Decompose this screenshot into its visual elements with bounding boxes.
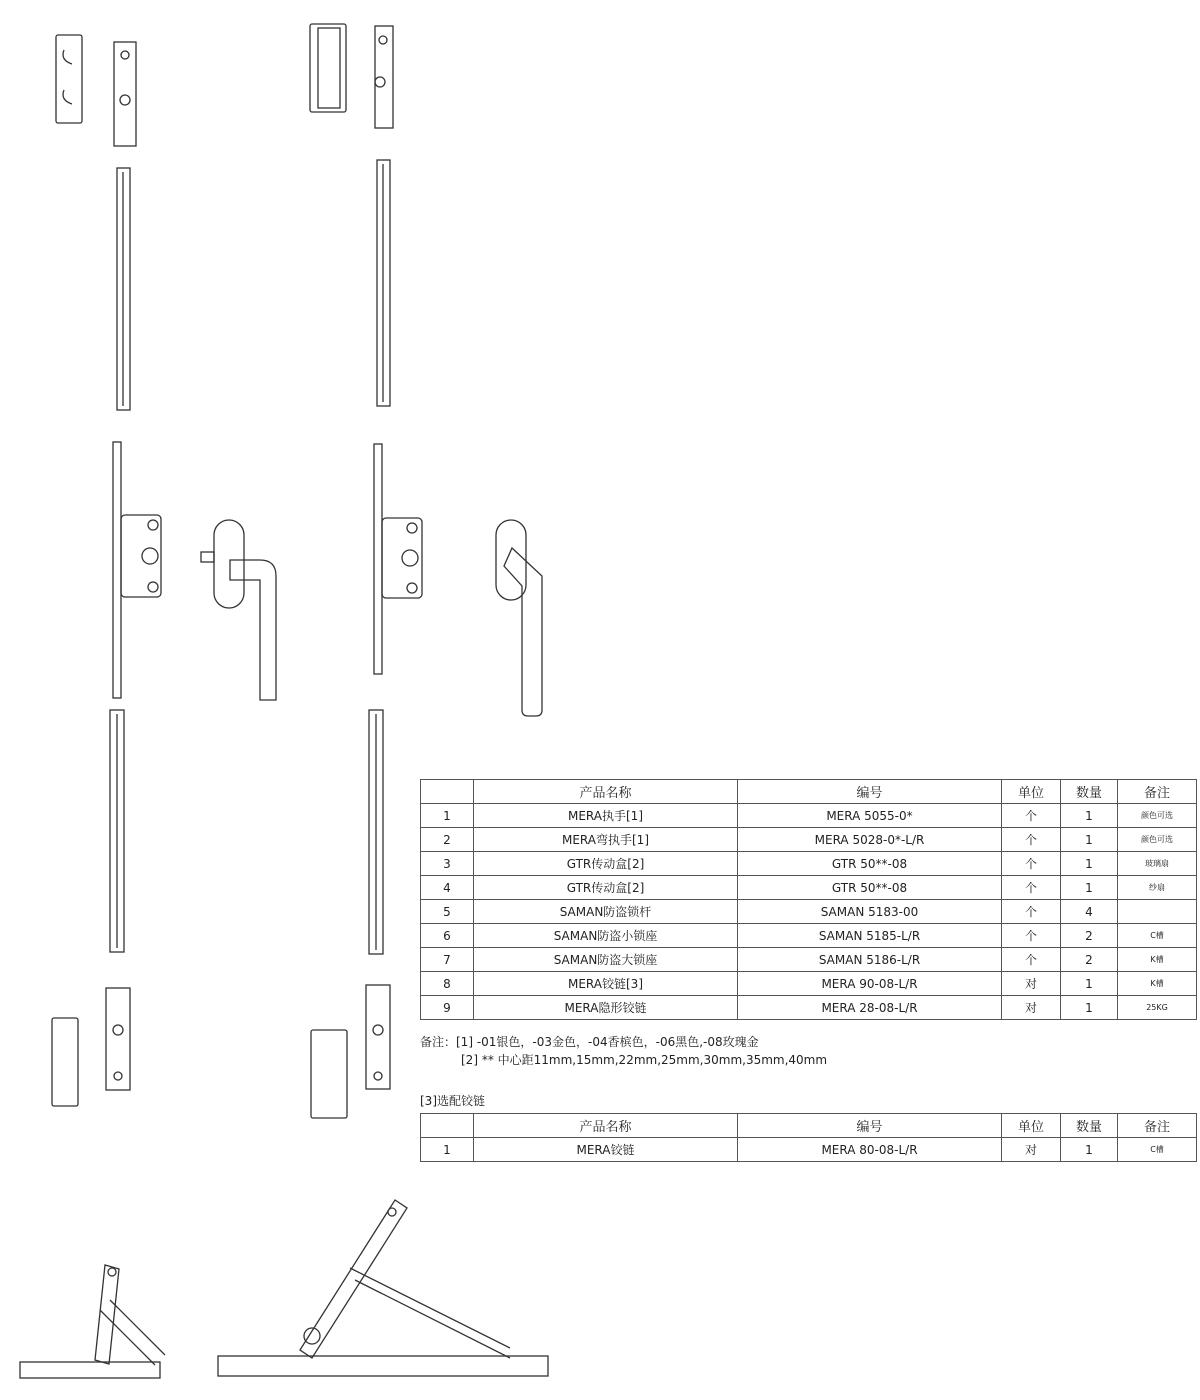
lock-keeper-drawing (56, 35, 136, 146)
cell-unit: 个 (1002, 804, 1061, 828)
cell-qty: 4 (1061, 900, 1118, 924)
cell-remark: 颜色可选 (1118, 804, 1197, 828)
cell-index: 1 (421, 804, 474, 828)
table-row (421, 900, 1197, 924)
cell-index: 1 (421, 1138, 474, 1162)
cell-qty: 1 (1061, 876, 1118, 900)
cell-index: 3 (421, 852, 474, 876)
table-row (421, 876, 1197, 900)
cell-code: MERA 5028-0*-L/R (738, 828, 1002, 852)
cell-unit: 对 (1002, 972, 1061, 996)
cell-name: MERA铰链 (474, 1138, 738, 1162)
cell-qty: 1 (1061, 996, 1118, 1020)
cell-unit: 对 (1002, 996, 1061, 1020)
cell-code: SAMAN 5186-L/R (738, 948, 1002, 972)
table-row (421, 996, 1197, 1020)
cell-code: MERA 90-08-L/R (738, 972, 1002, 996)
table-row (421, 828, 1197, 852)
optional-title: [3]选配铰链 (420, 1094, 485, 1108)
cell-qty: 1 (1061, 1138, 1118, 1162)
header-remark: 备注 (1118, 1114, 1197, 1138)
cell-qty: 2 (1061, 948, 1118, 972)
header-remark: 备注 (1118, 780, 1197, 804)
note-line-1: 备注：[1] -01银色，-03金色，-04香槟色，-06黑色,-08玫瑰金 (420, 1035, 759, 1049)
cell-code: SAMAN 5185-L/R (738, 924, 1002, 948)
cell-name: MERA隐形铰链 (474, 996, 738, 1020)
cell-index: 4 (421, 876, 474, 900)
cell-name: MERA弯执手[1] (474, 828, 738, 852)
header-unit: 单位 (1002, 780, 1061, 804)
table-header (421, 780, 1197, 804)
cell-qty: 1 (1061, 972, 1118, 996)
bottom-keeper-drawing (52, 985, 390, 1118)
cell-unit: 个 (1002, 948, 1061, 972)
table-row (421, 1138, 1197, 1162)
right-keeper-drawing (310, 24, 393, 128)
cell-index: 5 (421, 900, 474, 924)
cell-remark: 颜色可选 (1118, 828, 1197, 852)
lock-bar-drawing (110, 160, 390, 954)
header-name: 产品名称 (474, 1114, 738, 1138)
cell-index: 6 (421, 924, 474, 948)
cell-code: MERA 28-08-L/R (738, 996, 1002, 1020)
cell-code: GTR 50**-08 (738, 876, 1002, 900)
bent-handle-drawing (496, 520, 542, 716)
cell-unit: 个 (1002, 876, 1061, 900)
cell-remark: 25KG (1118, 996, 1197, 1020)
cell-name: GTR传动盒[2] (474, 852, 738, 876)
cell-unit: 个 (1002, 828, 1061, 852)
cell-unit: 对 (1002, 1138, 1061, 1162)
cell-remark (1118, 900, 1197, 924)
cell-index: 2 (421, 828, 474, 852)
cell-remark: K槽 (1118, 948, 1197, 972)
header-name: 产品名称 (474, 780, 738, 804)
cell-qty: 1 (1061, 828, 1118, 852)
cell-remark: C槽 (1118, 924, 1197, 948)
header-qty: 数量 (1061, 780, 1118, 804)
header-qty: 数量 (1061, 1114, 1118, 1138)
cell-unit: 个 (1002, 924, 1061, 948)
cell-index: 8 (421, 972, 474, 996)
cell-index: 9 (421, 996, 474, 1020)
cell-name: SAMAN防盗锁杆 (474, 900, 738, 924)
cell-code: SAMAN 5183-00 (738, 900, 1002, 924)
header-code: 编号 (738, 1114, 1002, 1138)
cell-name: MERA铰链[3] (474, 972, 738, 996)
cell-unit: 个 (1002, 852, 1061, 876)
cell-name: GTR传动盒[2] (474, 876, 738, 900)
table-row (421, 804, 1197, 828)
table-row (421, 924, 1197, 948)
cell-index: 7 (421, 948, 474, 972)
cell-name: SAMAN防盗小锁座 (474, 924, 738, 948)
optional-parts-table (420, 1113, 1197, 1162)
handle-drawing (201, 520, 276, 700)
cell-code: GTR 50**-08 (738, 852, 1002, 876)
friction-hinge-small-drawing (20, 1265, 165, 1378)
cell-name: MERA执手[1] (474, 804, 738, 828)
table-row (421, 852, 1197, 876)
cell-code: MERA 5055-0* (738, 804, 1002, 828)
gearbox-drawing (113, 442, 422, 698)
cell-code: MERA 80-08-L/R (738, 1138, 1002, 1162)
cell-remark: C槽 (1118, 1138, 1197, 1162)
cell-remark: 纱扇 (1118, 876, 1197, 900)
cell-qty: 2 (1061, 924, 1118, 948)
header-index (421, 1114, 474, 1138)
table-row (421, 948, 1197, 972)
header-unit: 单位 (1002, 1114, 1061, 1138)
table-header (421, 1114, 1197, 1138)
cell-qty: 1 (1061, 852, 1118, 876)
parts-table (420, 779, 1197, 1020)
table-row (421, 972, 1197, 996)
header-index (421, 780, 474, 804)
header-code: 编号 (738, 780, 1002, 804)
cell-unit: 个 (1002, 900, 1061, 924)
cell-qty: 1 (1061, 804, 1118, 828)
note-line-2: [2] ** 中心距11mm,15mm,22mm,25mm,30mm,35mm,40mm (461, 1053, 828, 1067)
cell-name: SAMAN防盗大锁座 (474, 948, 738, 972)
cell-remark: K槽 (1118, 972, 1197, 996)
cell-remark: 玻璃扇 (1118, 852, 1197, 876)
friction-hinge-large-drawing (218, 1200, 548, 1376)
